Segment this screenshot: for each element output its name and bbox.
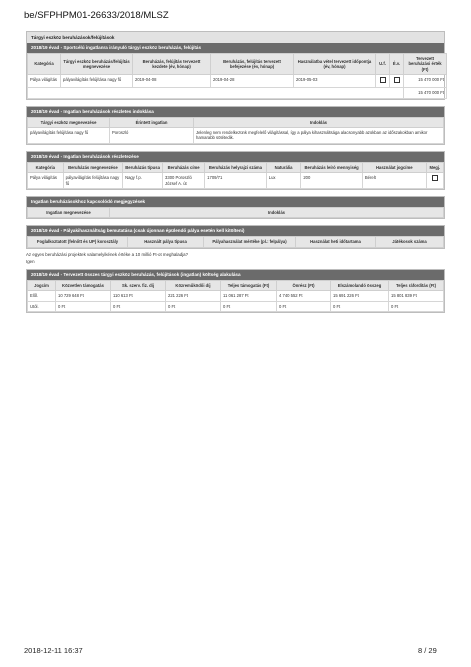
s3-title: 2018/19 évad - Ingatlan beruházások részletezése	[27, 152, 444, 162]
note-checkbox[interactable]	[432, 175, 438, 181]
ev-checkbox[interactable]	[394, 77, 400, 83]
section-asset-investments	[26, 31, 445, 100]
th: Tervezett beruházási érték (Ft)	[404, 54, 447, 75]
document-body	[26, 31, 445, 319]
s2-title: 2018/19 évad - Ingatlan beruházások részletes indoklása	[27, 107, 444, 117]
section-justification	[26, 106, 445, 145]
section-property-notes	[26, 196, 445, 219]
table-header-row	[28, 162, 444, 172]
th: Kategória	[28, 54, 61, 75]
th: Jogcím	[28, 280, 56, 290]
s5-table	[27, 236, 444, 247]
th: Kategória	[28, 162, 64, 172]
cell: 11 061 287 Ft	[221, 291, 277, 301]
cell-ev	[390, 75, 404, 87]
th: Elszámolandó összeg	[331, 280, 389, 290]
th: Beruházás, felújítás tervezett kezdete (év, hónap)	[133, 54, 211, 75]
answer-text: Igen	[26, 258, 35, 264]
th: Teljes ráfordítás (Ft)	[389, 280, 444, 290]
th: Érintett ingatlan	[110, 117, 194, 127]
table-row	[28, 128, 444, 144]
table-row	[28, 173, 444, 189]
cell: Utól.	[28, 301, 56, 311]
s1-table	[27, 53, 447, 99]
cell-title: Bérelt	[362, 173, 426, 189]
cell-asset: pályavilágítás felújítása nagy fű	[28, 128, 110, 144]
cell-note	[426, 173, 443, 189]
th: U.f.	[376, 54, 390, 75]
cell-category: Pálya világítás	[28, 75, 61, 87]
table-header-row	[28, 54, 447, 75]
cell-address: 3300 Poroszló József A. út	[163, 173, 205, 189]
cell-name: pályavilágítás felújítása nagy fű	[63, 173, 122, 189]
th: Tárgyi eszköz megnevezése	[28, 117, 110, 127]
s2-table	[27, 117, 444, 144]
th: Önrész (Ft)	[277, 280, 331, 290]
th: Beruházás típusa	[123, 162, 163, 172]
cell: 0 Ft	[111, 301, 166, 311]
cell: 4 740 552 Ft	[277, 291, 331, 301]
table-header-row	[28, 117, 444, 127]
th: Indoklás	[110, 208, 444, 218]
cell: 110 613 Ft	[111, 291, 166, 301]
table-row	[28, 75, 447, 87]
th: Naturália	[266, 162, 301, 172]
th: Beruházás címe	[163, 162, 205, 172]
section-title: Tárgyi eszköz beruházások/felújítások	[27, 32, 444, 43]
s5-title: 2018/19 évad - Pályakihasználtság bemutatása (csak újonnan épülendő pálya esetén kell kitölteni)	[27, 226, 444, 236]
table-header-row	[28, 280, 444, 290]
cell-quantity: 200	[301, 173, 363, 189]
cell-name: pályavilágítás felújítása nagy fű	[61, 75, 133, 87]
cell: 0 Ft	[389, 301, 444, 311]
cell-category: Pálya világítás	[28, 173, 64, 189]
th: Beruházás helyrajzi száma	[205, 162, 267, 172]
section-cost-summary	[26, 269, 445, 313]
th: Beruházás, felújítás tervezett befejezése (év, hónap)	[211, 54, 294, 75]
cell: 0 Ft	[277, 301, 331, 311]
cell: 10 729 648 Ft	[56, 291, 111, 301]
th: Megj.	[426, 162, 443, 172]
cell: 221 226 Ft	[166, 291, 221, 301]
th: Pályahasználat mértéke (pl.: felpálya)	[204, 237, 296, 247]
th: Közvetlen támogatás	[56, 280, 111, 290]
s1-title: 2018/19 évad - Sportcélú ingatlanra irányuló tárgyi eszköz beruházás, felújítás	[27, 43, 444, 53]
uf-checkbox[interactable]	[380, 77, 386, 83]
th: Közreműködői díj	[166, 280, 221, 290]
cell-naturalia: Lux	[266, 173, 301, 189]
footer-page-number: 8 / 29	[418, 646, 437, 655]
table-row	[28, 301, 444, 311]
question-text: Az egyes beruházási projektek valamelyikének értéke a 10 millió Ft-ot meghaladja?	[26, 251, 189, 257]
cell-total: 15 470 000 Ft	[404, 87, 447, 98]
th: Ingatlan megnevezése	[28, 208, 110, 218]
cell-type: Nagy f.p.	[123, 173, 163, 189]
s3-table	[27, 162, 444, 189]
th: Sk. szerv. fiz. díj	[111, 280, 166, 290]
cell-end: 2019-04-28	[211, 75, 294, 87]
table-total-row	[28, 87, 447, 98]
cell: 0 Ft	[166, 301, 221, 311]
th: Foglalkoztatott (felnőtt és UP) korosztály	[28, 237, 128, 247]
cell-start: 2019-04-08	[133, 75, 211, 87]
th: Indoklás	[194, 117, 444, 127]
th: Beruházás leíró mennyiség	[301, 162, 363, 172]
footer-datetime: 2018-12-11 16:37	[24, 646, 83, 655]
cell: 0 Ft	[56, 301, 111, 311]
s6-table	[27, 280, 444, 312]
document-id: be/SFPHPM01-26633/2018/MLSZ	[24, 10, 169, 21]
table-header-row	[28, 208, 444, 218]
cell: 15 691 226 Ft	[331, 291, 389, 301]
th: Tárgyi eszköz beruházás/felújítás megnevezése	[61, 54, 133, 75]
cell-use-date: 2019-05-03	[294, 75, 376, 87]
cell: 15 801 839 Ft	[389, 291, 444, 301]
cell-value: 15 470 000 Ft	[404, 75, 447, 87]
table-row	[28, 291, 444, 301]
th: Beruházás megnevezése	[63, 162, 122, 172]
section-property-details	[26, 151, 445, 190]
cell-uf	[376, 75, 390, 87]
cell-property: Poroszló	[110, 128, 194, 144]
section-pitch-usage	[26, 225, 445, 248]
cell: 0 Ft	[221, 301, 277, 311]
th: Játékosok száma	[376, 237, 444, 247]
th: Használatba vétel tervezett időpontja (év, hónap)	[294, 54, 376, 75]
s4-title: Ingatlan beruházásokhoz kapcsolódó megjegyzések	[27, 197, 444, 207]
th: É.v.	[390, 54, 404, 75]
cell-parcel: 1709/71	[205, 173, 267, 189]
th: Használt pálya típusa	[128, 237, 204, 247]
cell-reason: Jelenleg nem rendelkezünk megfelelő világítással, így a pálya kihasználtsága alacsonyabb azokban az időszakokban amikor hamarabb sötétedik.	[194, 128, 444, 144]
th: Teljes támogatás (Ft)	[221, 280, 277, 290]
s6-title: 2018/19 évad - Tervezett összes tárgyi eszköz beruházás, felújítások (ingatlan) költség alakulása	[27, 270, 444, 280]
cell: Elől.	[28, 291, 56, 301]
th: Használat jogcíme	[362, 162, 426, 172]
th: Használat heti időtartama	[296, 237, 376, 247]
table-header-row	[28, 237, 444, 247]
s4-table	[27, 207, 444, 218]
cell: 0 Ft	[331, 301, 389, 311]
